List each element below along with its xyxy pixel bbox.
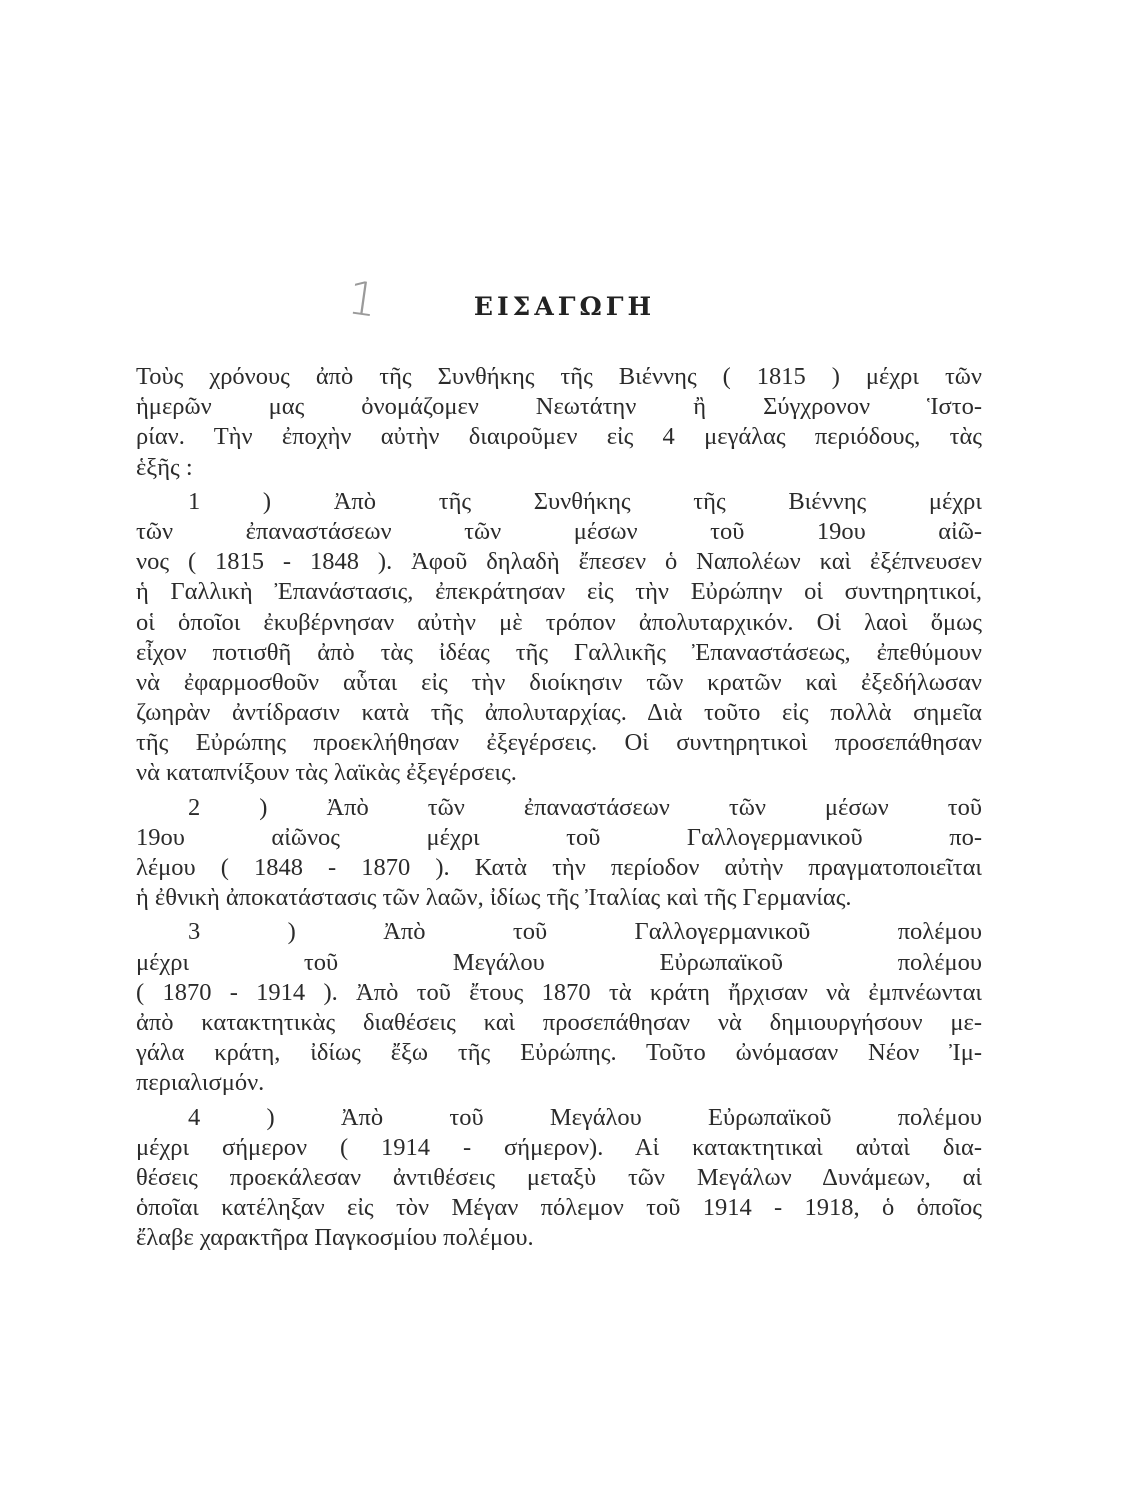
text-line: ( 1870 - 1914 ). Ἀπὸ τοῦ ἔτους 1870 τὰ κράτη ἤρχισαν νὰ ἐμπνέωνται bbox=[136, 978, 982, 1006]
text-line: οἱ ὁποῖοι ἐκυβέρνησαν αὐτὴν μὲ τρόπον ἀπολυταρχικόν. Οἱ λαοὶ ὅμως bbox=[136, 608, 982, 636]
paragraph-intro bbox=[136, 362, 982, 483]
text-line: ἀπὸ κατακτητικὰς διαθέσεις καὶ προσεπάθησαν νὰ δημιουργήσουν με- bbox=[136, 1008, 982, 1036]
paragraph-period-1 bbox=[136, 487, 982, 789]
text-line: λέμου ( 1848 - 1870 ). Κατὰ τὴν περίοδον αὐτὴν πραγματοποιεῖται bbox=[136, 854, 982, 881]
text-line: 19ου αἰῶνος μέχρι τοῦ Γαλλογερμανικοῦ πο- bbox=[136, 823, 982, 851]
text-line: γάλα κράτη, ἰδίως ἔξω τῆς Εὐρώπης. Τοῦτο ὠνόμασαν Νέον Ἰμ- bbox=[136, 1039, 982, 1067]
text-line: μέχρι σήμερον ( 1914 - σήμερον). Αἱ κατακτητικαὶ αὐταὶ δια- bbox=[136, 1133, 982, 1161]
text-line: ρίαν. Τὴν ἐποχὴν αὐτὴν διαιροῦμεν εἰς 4 μεγάλας περιόδους, τὰς bbox=[136, 423, 982, 451]
text-line: τῆς Εὐρώπης προεκλήθησαν ἐξεγέρσεις. Οἱ συντηρητικοὶ προσεπάθησαν bbox=[136, 729, 982, 757]
text-line: τῶν ἐπαναστάσεων τῶν μέσων τοῦ 19ου αἰῶ- bbox=[136, 517, 982, 545]
text-line: νὰ ἐφαρμοσθοῦν αὗται εἰς τὴν διοίκησιν τῶν κρατῶν καὶ ἐξεδήλωσαν bbox=[136, 668, 982, 696]
text-line: εἶχον ποτισθῆ ἀπὸ τὰς ἰδέας τῆς Γαλλικῆς Ἐπαναστάσεως, ἐπεθύμουν bbox=[136, 638, 982, 666]
page-title: ΕΙΣΑΓΩΓΗ bbox=[473, 292, 656, 321]
text-line: μέχρι τοῦ Μεγάλου Εὐρωπαϊκοῦ πολέμου bbox=[136, 948, 982, 976]
body-text bbox=[136, 362, 982, 1257]
text-line: ἑξῆς : bbox=[136, 453, 193, 481]
text-line: ἡ Γαλλικὴ Ἐπανάστασις, ἐπεκράτησαν εἰς τὴν Εὐρώπην οἱ συντηρητικοί, bbox=[136, 578, 982, 606]
paragraph-period-4 bbox=[136, 1103, 982, 1254]
text-line: 4 ) Ἀπὸ τοῦ Μεγάλου Εὐρωπαϊκοῦ πολέμου bbox=[188, 1103, 982, 1131]
paragraph-period-3 bbox=[136, 917, 982, 1098]
text-line: ἔλαβε χαρακτῆρα Παγκοσμίου πολέμου. bbox=[136, 1224, 534, 1252]
text-line: νὰ καταπνίξουν τὰς λαϊκὰς ἐξεγέρσεις. bbox=[136, 759, 517, 787]
text-line: ἡ ἐθνικὴ ἀποκατάστασις τῶν λαῶν, ἰδίως τῆς Ἰταλίας καὶ τῆς Γερμανίας. bbox=[136, 884, 852, 912]
paragraph-period-2 bbox=[136, 793, 982, 914]
text-line: περιαλισμόν. bbox=[136, 1069, 265, 1097]
handwritten-page-number: 1 bbox=[344, 270, 381, 328]
text-line: ὁποῖαι κατέληξαν εἰς τὸν Μέγαν πόλεμον τοῦ 1914 - 1918, ὁ ὁποῖος bbox=[136, 1194, 982, 1222]
text-line: 1 ) Ἀπὸ τῆς Συνθήκης τῆς Βιέννης μέχρι bbox=[188, 487, 982, 515]
text-line: 2 ) Ἀπὸ τῶν ἐπαναστάσεων τῶν μέσων τοῦ bbox=[188, 793, 982, 821]
text-line: Τοὺς χρόνους ἀπὸ τῆς Συνθήκης τῆς Βιέννης ( 1815 ) μέχρι τῶν bbox=[136, 363, 982, 390]
text-line: ζωηρὰν ἀντίδρασιν κατὰ τῆς ἀπολυταρχίας. Διὰ τοῦτο εἰς πολλὰ σημεῖα bbox=[136, 699, 982, 727]
text-line: νος ( 1815 - 1848 ). Ἀφοῦ δηλαδὴ ἔπεσεν ὁ Ναπολέων καὶ ἐξέπνευσεν bbox=[136, 548, 982, 576]
text-line: θέσεις προεκάλεσαν ἀντιθέσεις μεταξὺ τῶν Μεγάλων Δυνάμεων, αἱ bbox=[136, 1163, 982, 1191]
text-line: 3 ) Ἀπὸ τοῦ Γαλλογερμανικοῦ πολέμου bbox=[188, 918, 982, 946]
text-line: ἡμερῶν μας ὀνομάζομεν Νεωτάτην ἢ Σύγχρονον Ἱστο- bbox=[136, 393, 982, 421]
